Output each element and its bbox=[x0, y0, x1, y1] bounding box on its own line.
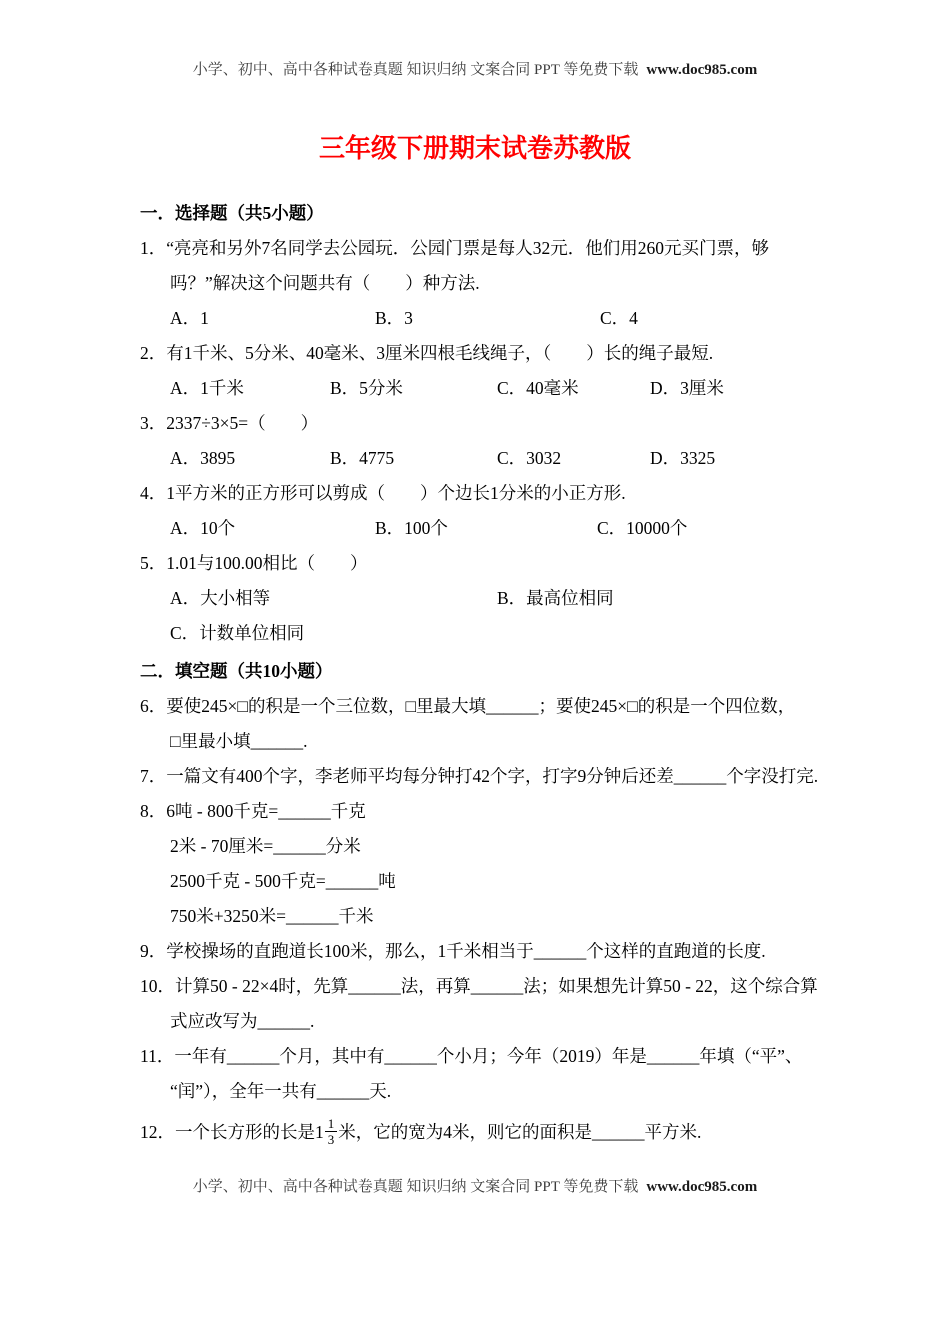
question-11-line-1: 11．一年有______个月，其中有______个小月；今年（2019）年是______年填（“平”、 bbox=[140, 1046, 803, 1066]
choice-option-b: B．3 bbox=[375, 308, 413, 328]
question-8-line-3: 2500千克 - 500千克=______吨 bbox=[170, 871, 396, 891]
question-9-line-1: 9．学校操场的直跑道长100米，那么，1千米相当于______个这样的直跑道的长度. bbox=[140, 941, 766, 961]
page-title: 三年级下册期末试卷苏教版 bbox=[318, 134, 631, 163]
question-12-line-1 bbox=[140, 1109, 840, 1155]
question-7 bbox=[140, 759, 840, 794]
question-4-line-1: 4．1平方米的正方形可以剪成（ ）个边长1分米的小正方形. bbox=[140, 483, 626, 503]
question-12-text-before: 12．一个长方形的长是1 bbox=[140, 1122, 324, 1142]
question-8 bbox=[140, 794, 840, 934]
question-8-line-1: 8．6吨 - 800千克=______千克 bbox=[140, 801, 366, 821]
question-5-choices-row-2 bbox=[140, 616, 840, 651]
question-2 bbox=[140, 336, 840, 406]
choice-option-a: A．1 bbox=[170, 308, 209, 328]
question-4 bbox=[140, 476, 840, 546]
question-10-line-1: 10．计算50 - 22×4时，先算______法，再算______法；如果想先计算50 - 22，这个综合算 bbox=[140, 976, 818, 996]
question-8-line-2: 2米 - 70厘米=______分米 bbox=[170, 836, 361, 856]
footer-text: 小学、初中、高中各种试卷真题 知识归纳 文案合同 PPT 等免费下载 bbox=[192, 1179, 639, 1195]
header-url: www.doc985.com bbox=[646, 62, 758, 78]
question-3-line-1: 3．2337÷3×5=（ ） bbox=[140, 413, 319, 433]
header-text: 小学、初中、高中各种试卷真题 知识归纳 文案合同 PPT 等免费下载 bbox=[192, 62, 639, 78]
section-heading-fill: 二．填空题（共10小题） bbox=[140, 661, 333, 681]
question-9 bbox=[140, 934, 840, 969]
choice-option-c: C．10000个 bbox=[597, 518, 688, 538]
question-10 bbox=[140, 969, 840, 1039]
question-5-line-1: 5．1.01与100.00相比（ ） bbox=[140, 553, 368, 573]
section-heading-choice: 一．选择题（共5小题） bbox=[140, 203, 324, 223]
choice-option-c: C．3032 bbox=[497, 448, 562, 468]
question-6-line-1: 6．要使245×□的积是一个三位数，□里最大填______；要使245×□的积是一个四位数， bbox=[140, 696, 796, 716]
page-header bbox=[0, 0, 950, 80]
choice-option-a: A．10个 bbox=[170, 518, 236, 538]
choice-option-a: A．3895 bbox=[170, 448, 236, 468]
choice-option-b: B．5分米 bbox=[330, 378, 403, 398]
question-12 bbox=[140, 1109, 840, 1155]
question-1-choices bbox=[140, 301, 840, 336]
question-11 bbox=[140, 1039, 840, 1109]
choice-option-a: A．1千米 bbox=[170, 378, 244, 398]
choice-option-c: C．4 bbox=[600, 308, 638, 328]
footer-url: www.doc985.com bbox=[646, 1179, 758, 1195]
fraction-numerator: 1 bbox=[325, 1116, 338, 1132]
question-1-line-2: 吗？”解决这个问题共有（ ）种方法. bbox=[170, 273, 480, 293]
choice-option-b: B．4775 bbox=[330, 448, 395, 468]
question-8-line-4: 750米+3250米=______千米 bbox=[170, 906, 374, 926]
page-footer bbox=[0, 1177, 950, 1197]
fraction-denominator: 3 bbox=[327, 1132, 335, 1148]
question-6 bbox=[140, 689, 840, 759]
fraction-one-third bbox=[325, 1116, 338, 1147]
question-3-choices bbox=[140, 441, 840, 476]
question-12-text-after: 米，它的宽为4米，则它的面积是______平方米. bbox=[338, 1122, 702, 1142]
question-7-line-1: 7．一篇文有400个字，李老师平均每分钟打42个字，打字9分钟后还差______个字没打完. bbox=[140, 766, 819, 786]
choice-option-d: D．3厘米 bbox=[650, 378, 724, 398]
question-1-line-1: 1．“亮亮和另外7名同学去公园玩．公园门票是每人32元．他们用260元买门票，够 bbox=[140, 238, 770, 258]
question-5-choices-row-1 bbox=[140, 581, 840, 616]
question-5 bbox=[140, 546, 840, 651]
choice-option-d: D．3325 bbox=[650, 448, 716, 468]
question-6-line-2: □里最小填______. bbox=[170, 731, 308, 751]
exam-content bbox=[0, 196, 950, 1155]
question-2-choices bbox=[140, 371, 840, 406]
choice-option-c: C．40毫米 bbox=[497, 378, 579, 398]
choice-option-a: A．大小相等 bbox=[170, 588, 271, 608]
question-1 bbox=[140, 231, 840, 336]
choice-option-b: B．100个 bbox=[375, 518, 448, 538]
question-2-line-1: 2．有1千米、5分米、40毫米、3厘米四根毛线绳子，（ ）长的绳子最短. bbox=[140, 343, 714, 363]
question-11-line-2: “闰”），全年一共有______天. bbox=[170, 1081, 392, 1101]
question-10-line-2: 式应改写为______. bbox=[170, 1011, 315, 1031]
choice-option-c: C．计数单位相同 bbox=[170, 623, 305, 643]
choice-option-b: B．最高位相同 bbox=[497, 588, 614, 608]
question-3 bbox=[140, 406, 840, 476]
question-4-choices bbox=[140, 511, 840, 546]
